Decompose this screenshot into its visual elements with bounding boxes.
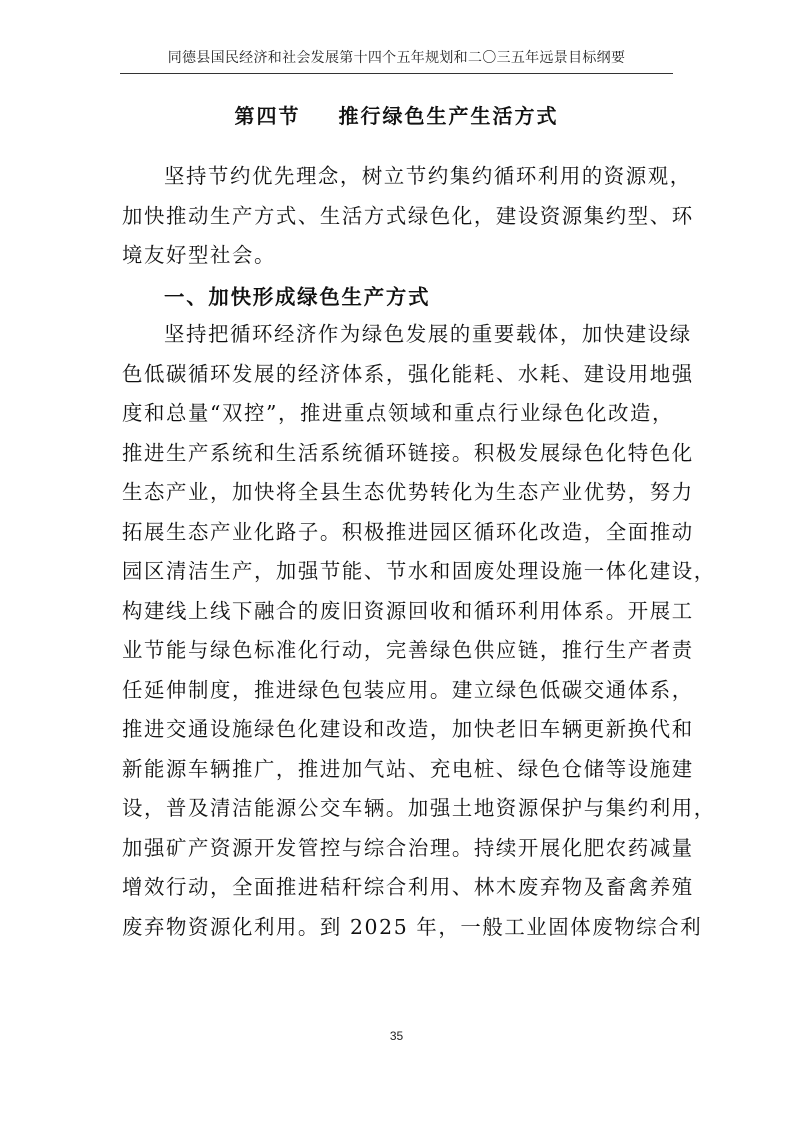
- header-divider: [120, 73, 673, 74]
- section-title: [120, 100, 673, 129]
- paragraph-line: 增效行动，全面推进秸秆综合利用、林木废弃物及畜禽养殖: [122, 875, 694, 899]
- paragraph-line: 加强矿产资源开发管控与综合治理。持续开展化肥农药减量: [122, 835, 694, 860]
- paragraph-line: 构建线上线下融合的废旧资源回收和循环利用体系。开展工: [122, 598, 694, 623]
- paragraph-line: 业节能与绿色标准化行动，完善绿色供应链，推行生产者责: [122, 638, 694, 662]
- section-number: 第四节: [234, 104, 301, 128]
- page-number: 35: [389, 1029, 404, 1043]
- paragraph-line: 推进交通设施绿色化建设和改造，加快老旧车辆更新换代和: [122, 717, 694, 741]
- paragraph-line: 度和总量“双控”，推进重点领域和重点行业绿色化改造，: [122, 401, 674, 425]
- paragraph-line: 加快推动生产方式、生活方式绿色化，建设资源集约型、环: [122, 203, 694, 228]
- paragraph-line: 坚持节约优先理念，树立节约集约循环利用的资源观，: [164, 164, 692, 188]
- paragraph-line: 废弃物资源化利用。到 2025 年，一般工业固体废物综合利: [122, 914, 703, 939]
- paragraph-line: 园区清洁生产，加强节能、节水和固废处理设施一体化建设，: [122, 559, 716, 583]
- section-heading: 推行绿色生产生活方式: [338, 104, 559, 128]
- subsection-heading: 一、加快形成绿色生产方式: [164, 285, 431, 309]
- body-paragraph: [122, 315, 716, 947]
- intro-paragraph: [122, 157, 694, 276]
- paragraph-line: 任延伸制度，推进绿色包装应用。建立绿色低碳交通体系，: [122, 677, 694, 702]
- paragraph-line: 色低碳循环发展的经济体系，强化能耗、水耗、建设用地强: [122, 361, 694, 386]
- paragraph-line: 推进生产系统和生活系统循环链接。积极发展绿色化特色化: [122, 440, 694, 465]
- paragraph-line: 生态产业，加快将全县生态优势转化为生态产业优势，努力: [122, 480, 694, 504]
- running-header: 同德县国民经济和社会发展第十四个五年规划和二〇三五年远景目标纲要: [167, 50, 626, 66]
- paragraph-line: 设，普及清洁能源公交车辆。加强土地资源保护与集约利用，: [122, 796, 716, 820]
- paragraph-line: 拓展生态产业化路子。积极推进园区循环化改造，全面推动: [122, 519, 694, 544]
- paragraph-line: 新能源车辆推广，推进加气站、充电桩、绿色仓储等设施建: [122, 756, 694, 781]
- paragraph-line: 境友好型社会。: [122, 243, 276, 267]
- paragraph-line: 坚持把循环经济作为绿色发展的重要载体，加快建设绿: [164, 322, 692, 346]
